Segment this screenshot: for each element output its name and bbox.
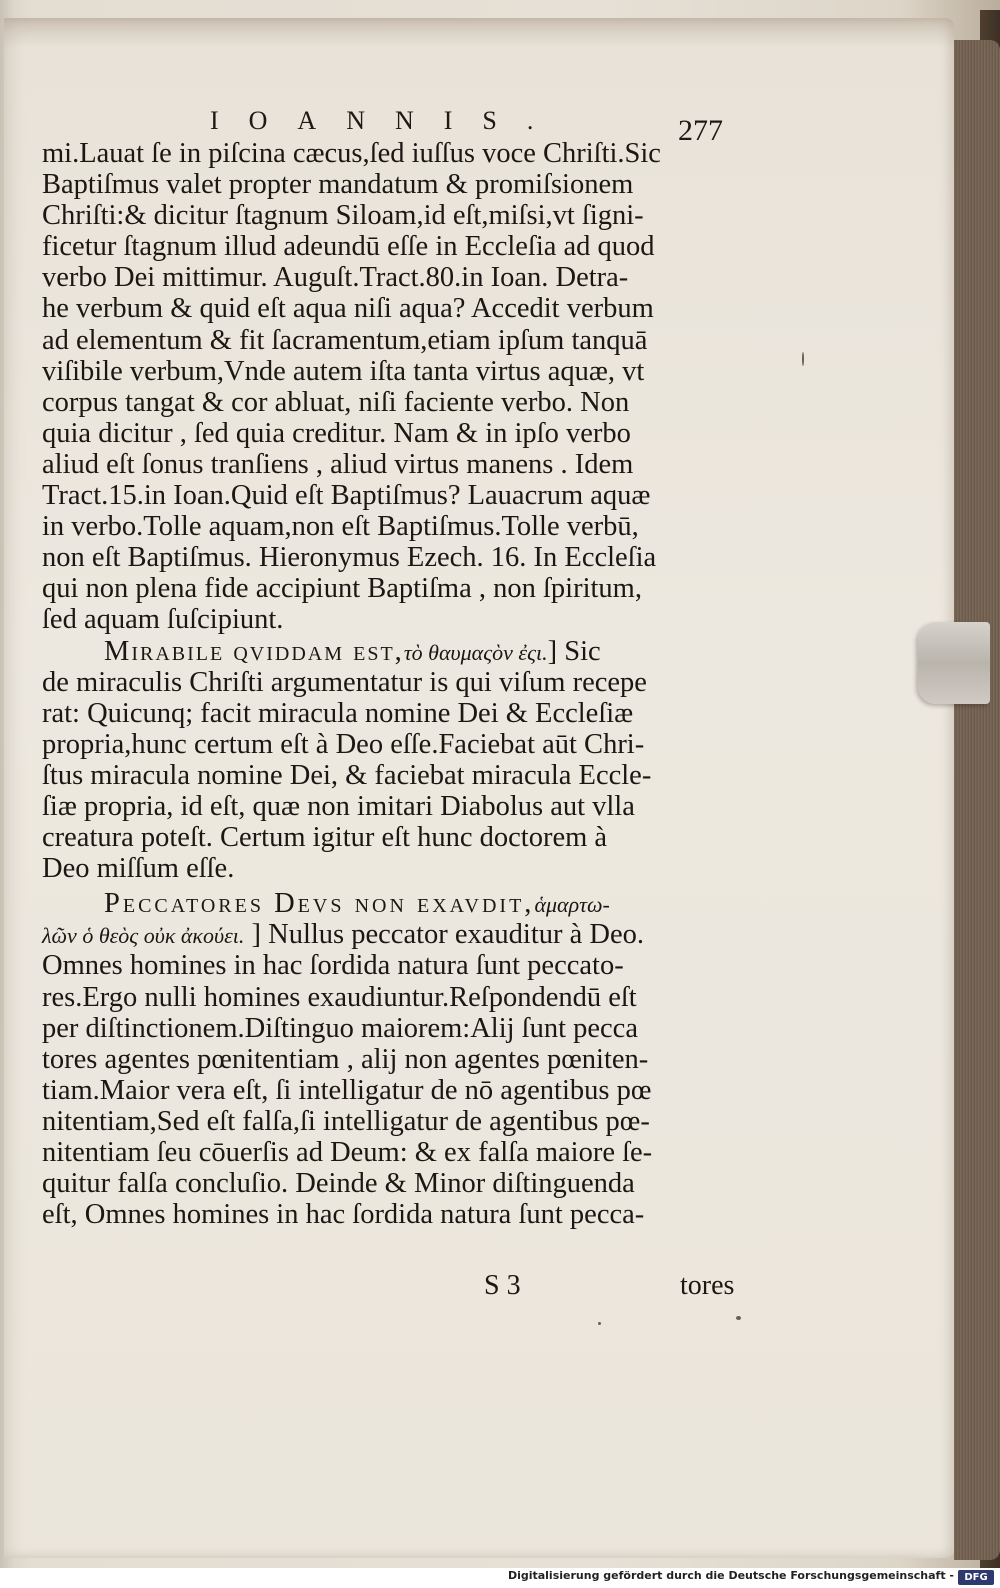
catchword: tores (680, 1270, 735, 1301)
page-clip (918, 622, 990, 704)
ink-speck (802, 352, 804, 366)
text-line: creatura poteſt. Certum igitur eſt hunc doctorem à (42, 822, 608, 854)
lemma-line (42, 888, 732, 919)
signature-mark: S 3 (484, 1270, 521, 1301)
dfg-logo: DFG (958, 1570, 994, 1585)
lemma-line (42, 919, 732, 950)
greek-lemma: τὸ θαυμαςὸν ἐςι. (403, 639, 548, 665)
text-line: ficetur ſtagnum illud adeundū eſſe in Eccleſia ad quod (42, 231, 655, 263)
text-line: de miraculis Chriſti argumentatur is qui viſum recepe (42, 666, 647, 698)
text-line: per diſtinctionem.Diſtinguo maiorem:Alij ſunt pecca (42, 1012, 638, 1044)
text-line: nitentiam ſeu cōuerſis ad Deum: & ex falſa maiore ſe- (42, 1137, 653, 1168)
text-line: rat: Quicunq; facit miracula nomine Dei & Eccleſiæ (42, 697, 634, 729)
text-line: viſibile verbum,Vnde autem iſta tanta virtus aquæ, vt (42, 355, 645, 387)
text-line: tiam.Maior vera eſt, ſi intelligatur de nō agentibus pœ (42, 1074, 652, 1106)
text-line: quia dicitur , ſed quia creditur. Nam & in ipſo verbo (42, 417, 631, 449)
lemma-line (42, 636, 732, 667)
page-fore-edge (954, 40, 1000, 1560)
greek-lemma: ἁμαρτω- (534, 892, 610, 918)
text-line: qui non plena fide accipiunt Baptiſma , non ſpiritum, (42, 573, 642, 605)
ink-speck (736, 1316, 741, 1320)
text-line: mi.Lauat ſe in piſcina cæcus,ſed iuſſus voce Chriſti.Sic (42, 138, 661, 169)
text-line: ad elementum & fit ſacramentum,etiam ipſum tanquā (42, 324, 648, 356)
text-line: corpus tangat & cor abluat, niſi faciente verbo. Non (42, 386, 630, 418)
text-line: ſtus miracula nomine Dei, & faciebat miracula Eccle- (42, 759, 652, 791)
greek-lemma: λῶν ὁ θεὸς οὐκ ἀκούει. (42, 923, 245, 949)
funding-credit: Digitalisierung gefördert durch die Deutsche Forschungsgemeinschaft - (507, 1569, 954, 1582)
text-line: ſed aquam ſuſcipiunt. (42, 604, 284, 636)
text-line: propria,hunc certum eſt à Deo eſſe.Faciebat aūt Chri- (42, 728, 645, 760)
text-line: in verbo.Tolle aquam,non eſt Baptiſmus.Tolle verbū, (42, 511, 639, 543)
text-line: Tract.15.in Ioan.Quid eſt Baptiſmus? Lauacrum aquæ (42, 480, 651, 512)
text-line: Deo miſſum eſſe. (42, 853, 235, 885)
text-line: ſiæ propria, id eſt, quæ non imitari Diabolus aut vlla (42, 790, 635, 822)
running-head: IOANNIS. (210, 106, 564, 135)
text-line: nitentiam,Sed eſt falſa,ſi intelligatur de agentibus pœ- (42, 1105, 650, 1137)
text-line: res.Ergo nulli homines exaudiuntur.Reſpondendū eſt (42, 981, 637, 1013)
lemma-close: ] Sic (547, 635, 601, 667)
text-line: aliud eſt ſonus tranſiens , aliud virtus manens . Idem (42, 448, 634, 480)
lemma: Peccatores Devs non exavdit, (104, 888, 535, 920)
text-line: quitur falſa concluſio. Deinde & Minor diſtinguenda (42, 1168, 635, 1200)
text-line: Chriſti:& dicitur ſtagnum Siloam,id eſt,miſsi,vt ſigni- (42, 200, 644, 232)
page-shadow (4, 18, 954, 48)
text-line: Omnes homines in hac ſordida natura ſunt peccato- (42, 950, 624, 982)
text-line: tores agentes pœnitentiam , alij non agentes pœniten- (42, 1043, 649, 1075)
page-number: 277 (678, 114, 723, 147)
text-line: eſt, Omnes homines in hac ſordida natura ſunt pecca- (42, 1199, 645, 1231)
text-line: he verbum & quid eſt aqua niſi aqua? Accedit verbum (42, 293, 654, 325)
ink-speck (598, 1322, 601, 1325)
text-segment: ] Nullus peccator exauditur à Deo. (251, 919, 645, 951)
text-line: verbo Dei mittimur. Auguſt.Tract.80.in Ioan. Detra- (42, 262, 629, 294)
body-text (42, 138, 732, 1230)
lemma: Mirabile qviddam est, (104, 635, 404, 667)
text-line: Baptiſmus valet propter mandatum & promiſsionem (42, 169, 634, 201)
text-line: non eſt Baptiſmus. Hieronymus Ezech. 16. In Eccleſia (42, 542, 657, 574)
